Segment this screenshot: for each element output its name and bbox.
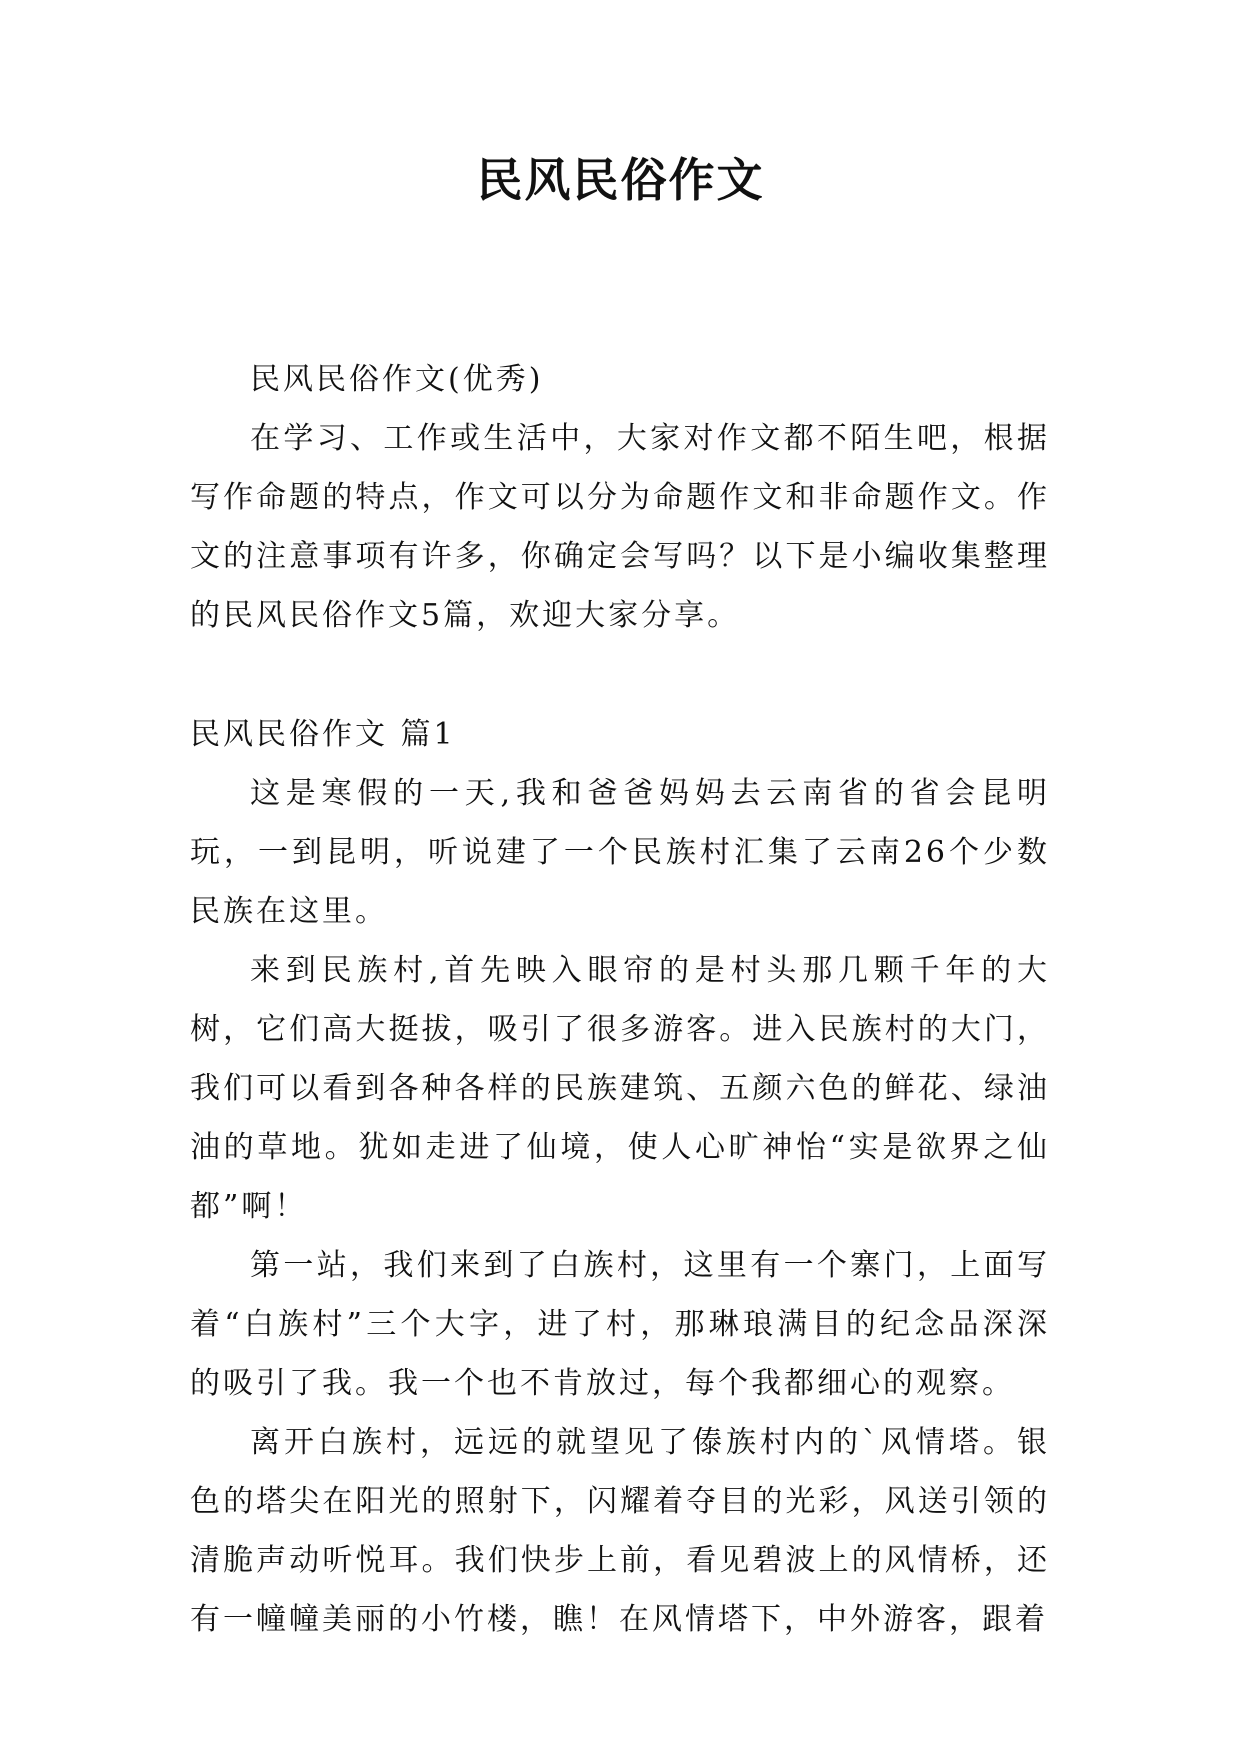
- document-title: 民风民俗作文: [476, 153, 765, 207]
- section-heading: 民风民俗作文 篇1: [190, 717, 456, 752]
- body-paragraph: 来到民族村,首先映入眼帘的是村头那几颗千年的大树，它们高大挺拔，吸引了很多游客。进入民族村的大门，我们可以看到各种各样的民族建筑、五颜六色的鲜花、绿油油的草地。犹如走进了仙境，使人心旷神怡“实是欲界之仙都”啊！: [190, 953, 1050, 1224]
- intro-paragraph: 在学习、工作或生活中，大家对作文都不陌生吧，根据写作命题的特点，作文可以分为命题作文和非命题作文。作文的注意事项有许多，你确定会写吗？以下是小编收集整理的民风民俗作文5篇，欢迎大家分享。: [190, 421, 1050, 633]
- body-paragraph: 第一站，我们来到了白族村，这里有一个寨门，上面写着“白族村”三个大字，进了村，那琳琅满目的纪念品深深的吸引了我。我一个也不肯放过，每个我都细心的观察。: [190, 1248, 1050, 1401]
- document-subtitle: 民风民俗作文(优秀): [250, 362, 544, 397]
- body-paragraph: 这是寒假的一天,我和爸爸妈妈去云南省的省会昆明玩，一到昆明，听说建了一个民族村汇集了云南26个少数民族在这里。: [190, 776, 1050, 929]
- body-paragraph: 离开白族村，远远的就望见了傣族村内的`风情塔。银色的塔尖在阳光的照射下，闪耀着夺目的光彩，风送引领的清脆声动听悦耳。我们快步上前，看见碧波上的风情桥，还有一幢幢美丽的小竹楼，瞧！在风情塔下，中外游客，跟着: [190, 1425, 1050, 1637]
- document-body: [190, 350, 1050, 1649]
